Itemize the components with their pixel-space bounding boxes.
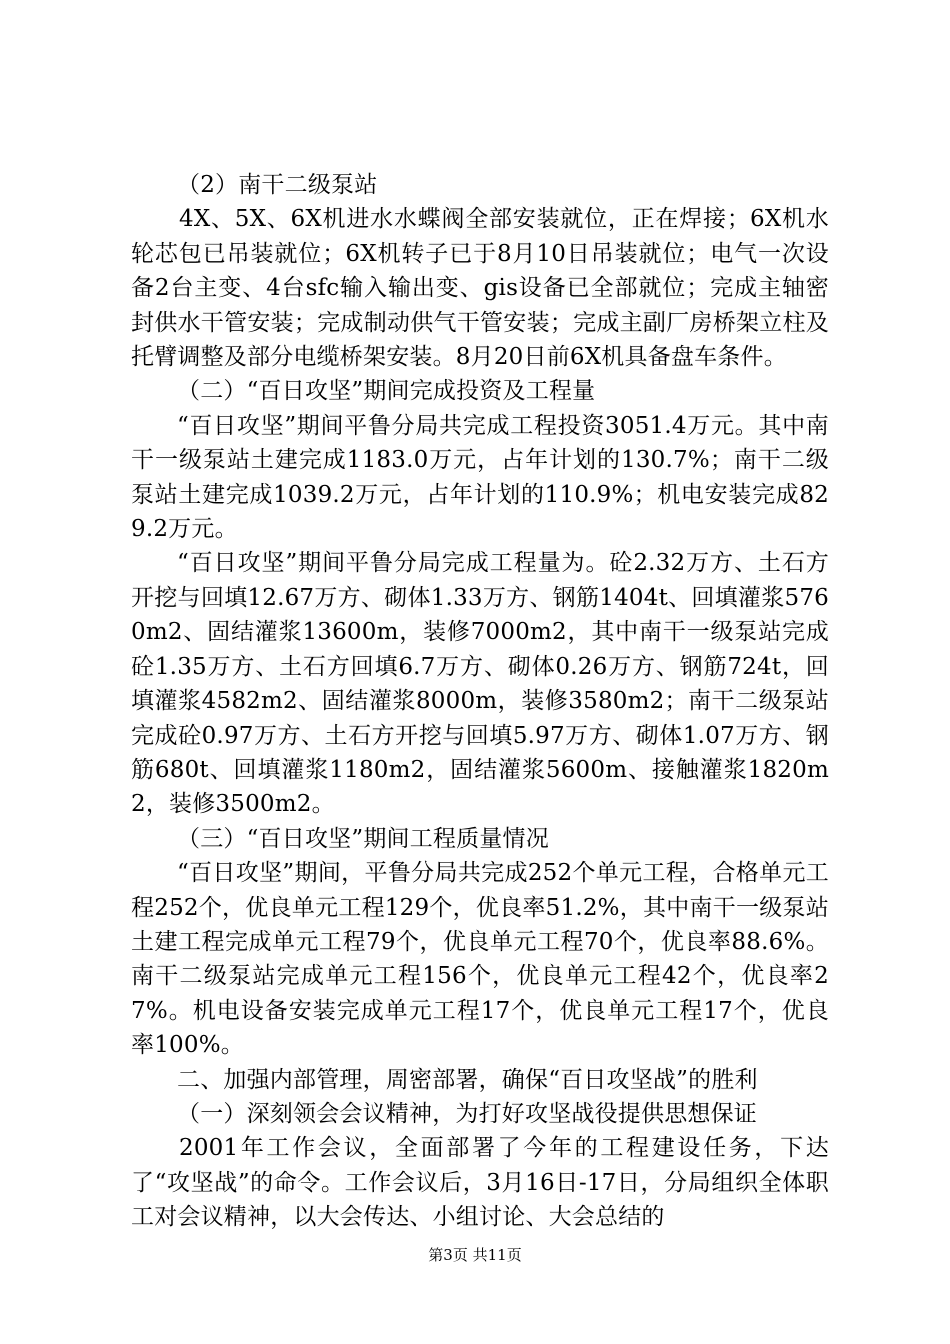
paragraph-investment: “百日攻坚”期间平鲁分局共完成工程投资3051.4万元。其中南干一级泵站土建完成1183.0万元，占年计划的130.7%；南干二级泵站土建完成1039.2万元，占年计划的110.9%；机电安装完成829.2万元。 [131,412,829,543]
section-heading-investment-and-quantities: （二）“百日攻坚”期间完成投资及工程量 [177,378,596,405]
section-heading-internal-management: 二、加强内部管理，周密部署，确保“百日攻坚战”的胜利 [177,1066,758,1093]
section-heading-south-second-pump-station: （2）南干二级泵站 [177,172,378,198]
section-heading-quality: （三）“百日攻坚”期间工程质量情况 [177,825,549,852]
paragraph-quantities: “百日攻坚”期间平鲁分局完成工程量为。砼2.32万方、土石方开挖与回填12.67万方、砌体1.33万方、钢筋1404t、回填灌浆5760m2、固结灌浆13600m，装修7000m2，其中南干一级泵站完成砼1.35万方、土石方回填6.7万方、砌体0.26万方、钢筋724t，回填灌浆4582m2、固结灌浆8000m，装修3580m2；南干二级泵站完成砼0.97万方、土石方开挖与回填5.97万方、砌体1.07万方、钢筋680t、回填灌浆1180m2，固结灌浆5600m、接触灌浆1820m2，装修3500m2。 [131,550,829,818]
paragraph-work-meeting: 2001年工作会议，全面部署了今年的工程建设任务，下达了“攻坚战”的命令。工作会议后，3月16日-17日，分局组织全体职工对会议精神，以大会传达、小组讨论、大会总结的 [131,1135,829,1231]
paragraph-quality: “百日攻坚”期间，平鲁分局共完成252个单元工程，合格单元工程252个，优良单元工程129个，优良率51.2%，其中南干一级泵站土建工程完成单元工程79个，优良单元工程70个，优良率88.6%。南干二级泵站完成单元工程156个，优良单元工程42个，优良率27%。机电设备安装完成单元工程17个，优良单元工程17个，优良率100%。 [131,860,829,1059]
paragraph-equipment-installation: 4X、5X、6X机进水水蝶阀全部安装就位，正在焊接；6X机水轮芯包已吊装就位；6X机转子已于8月10日吊装就位；电气一次设备2台主变、4台sfc输入输出变、gis设备已全部就位；完成主轴密封供水干管安装；完成制动供气干管安装；完成主副厂房桥架立柱及托臂调整及部分电缆桥架安装。8月20日前6X机具备盘车条件。 [131,206,829,371]
page-footer: 第3页 共11页 [428,1246,522,1264]
section-heading-meeting-spirit: （一）深刻领会会议精神，为打好攻坚战役提供思想保证 [177,1100,757,1127]
document-body [131,168,829,1235]
